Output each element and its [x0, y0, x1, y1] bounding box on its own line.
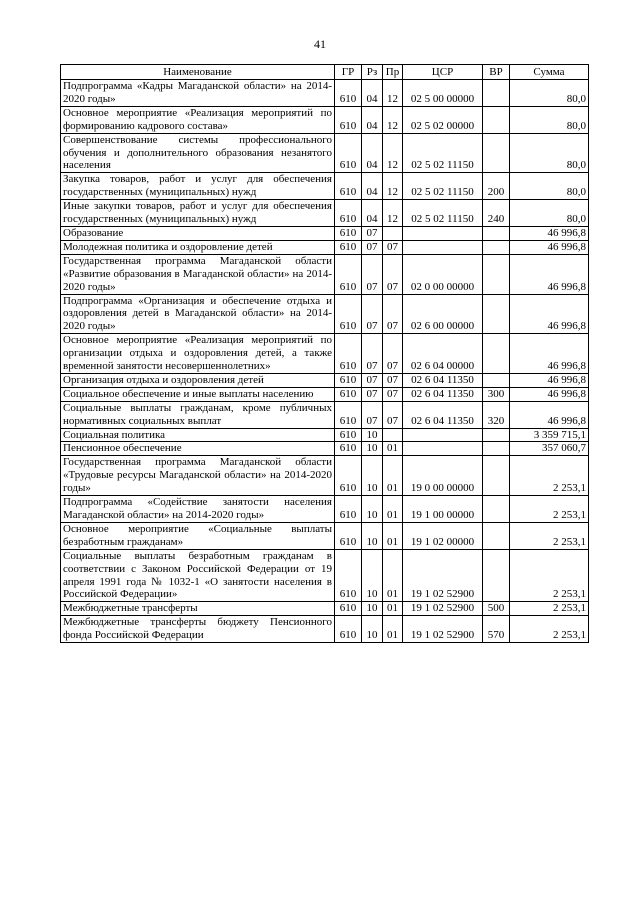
- row-sum-cell: 80,0: [510, 133, 589, 173]
- row-rz-cell: 04: [362, 133, 383, 173]
- row-name-cell: Социальная политика: [61, 428, 335, 442]
- table-row: [61, 602, 589, 616]
- row-gr-cell: 610: [335, 294, 362, 334]
- row-csr-cell: [403, 240, 483, 254]
- row-gr-cell: 610: [335, 456, 362, 496]
- row-gr-cell: 610: [335, 173, 362, 200]
- row-gr-cell: 610: [335, 106, 362, 133]
- header-name: Наименование: [61, 65, 335, 80]
- row-sum-cell: 46 996,8: [510, 226, 589, 240]
- row-pr-cell: 07: [383, 240, 403, 254]
- page-number: 41: [314, 37, 326, 51]
- header-pr: Пр: [383, 65, 403, 80]
- table-row: [61, 549, 589, 602]
- row-vr-cell: 300: [483, 387, 510, 401]
- header-rz: Рз: [362, 65, 383, 80]
- row-sum-cell: 46 996,8: [510, 254, 589, 294]
- table-row: [61, 496, 589, 523]
- row-rz-cell: 07: [362, 240, 383, 254]
- row-sum-cell: 46 996,8: [510, 373, 589, 387]
- row-pr-cell: 01: [383, 496, 403, 523]
- row-csr-cell: 02 6 04 11350: [403, 401, 483, 428]
- row-csr-cell: 19 0 00 00000: [403, 456, 483, 496]
- row-rz-cell: 07: [362, 226, 383, 240]
- row-vr-cell: [483, 456, 510, 496]
- table-row: [61, 106, 589, 133]
- row-name-cell: Образование: [61, 226, 335, 240]
- row-csr-cell: 02 6 04 00000: [403, 334, 483, 374]
- row-rz-cell: 04: [362, 106, 383, 133]
- row-rz-cell: 10: [362, 456, 383, 496]
- row-name-cell: Организация отдыха и оздоровления детей: [61, 373, 335, 387]
- row-csr-cell: [403, 226, 483, 240]
- row-name-cell: Основное мероприятие «Реализация мероприятий по организации отдыха и оздоровления детей, а также временной занятости несовершеннолетних»: [61, 334, 335, 374]
- row-vr-cell: 500: [483, 602, 510, 616]
- row-gr-cell: 610: [335, 200, 362, 227]
- row-csr-cell: [403, 428, 483, 442]
- budget-table: [60, 64, 589, 643]
- row-gr-cell: 610: [335, 602, 362, 616]
- table-body: [61, 80, 589, 643]
- row-sum-cell: 46 996,8: [510, 334, 589, 374]
- header-csr: ЦСР: [403, 65, 483, 80]
- row-csr-cell: 02 6 04 11350: [403, 387, 483, 401]
- row-name-cell: Социальные выплаты гражданам, кроме публичных нормативных социальных выплат: [61, 401, 335, 428]
- row-sum-cell: 2 253,1: [510, 616, 589, 643]
- row-pr-cell: [383, 428, 403, 442]
- row-pr-cell: [383, 226, 403, 240]
- row-name-cell: Подпрограмма «Кадры Магаданской области» на 2014-2020 годы»: [61, 80, 335, 107]
- table-row: [61, 373, 589, 387]
- row-rz-cell: 10: [362, 522, 383, 549]
- row-name-cell: Иные закупки товаров, работ и услуг для обеспечения государственных (муниципальных) нужд: [61, 200, 335, 227]
- row-csr-cell: 02 5 02 11150: [403, 200, 483, 227]
- row-vr-cell: [483, 334, 510, 374]
- row-name-cell: Социальные выплаты безработным гражданам в соответствии с Законом Российской Федерации от 19 апреля 1991 года № 1032-1 «О занятости населения в Российской Федерации»: [61, 549, 335, 602]
- row-rz-cell: 07: [362, 373, 383, 387]
- row-rz-cell: 04: [362, 80, 383, 107]
- row-gr-cell: 610: [335, 387, 362, 401]
- table-row: [61, 334, 589, 374]
- row-rz-cell: 07: [362, 401, 383, 428]
- row-sum-cell: 46 996,8: [510, 401, 589, 428]
- row-name-cell: Подпрограмма «Организация и обеспечение отдыха и оздоровления детей в Магаданской области» на 2014-2020 годы»: [61, 294, 335, 334]
- table-row: [61, 173, 589, 200]
- row-pr-cell: 07: [383, 387, 403, 401]
- row-name-cell: Закупка товаров, работ и услуг для обеспечения государственных (муниципальных) нужд: [61, 173, 335, 200]
- row-sum-cell: 2 253,1: [510, 496, 589, 523]
- row-sum-cell: 80,0: [510, 173, 589, 200]
- table-row: [61, 200, 589, 227]
- row-pr-cell: 12: [383, 200, 403, 227]
- row-csr-cell: 02 0 00 00000: [403, 254, 483, 294]
- row-gr-cell: 610: [335, 373, 362, 387]
- row-name-cell: Социальное обеспечение и иные выплаты населению: [61, 387, 335, 401]
- row-sum-cell: 2 253,1: [510, 522, 589, 549]
- row-pr-cell: 01: [383, 602, 403, 616]
- row-csr-cell: 19 1 02 52900: [403, 616, 483, 643]
- row-vr-cell: 570: [483, 616, 510, 643]
- row-rz-cell: 07: [362, 294, 383, 334]
- row-vr-cell: 240: [483, 200, 510, 227]
- row-gr-cell: 610: [335, 254, 362, 294]
- table-header-row: [61, 65, 589, 80]
- row-gr-cell: 610: [335, 401, 362, 428]
- row-sum-cell: 80,0: [510, 200, 589, 227]
- row-name-cell: Совершенствование системы профессионального обучения и дополнительного образования незанятого населения: [61, 133, 335, 173]
- table-row: [61, 401, 589, 428]
- row-sum-cell: 46 996,8: [510, 387, 589, 401]
- row-gr-cell: 610: [335, 80, 362, 107]
- row-pr-cell: 01: [383, 549, 403, 602]
- row-name-cell: Основное мероприятие «Реализация мероприятий по формированию кадрового состава»: [61, 106, 335, 133]
- row-sum-cell: 2 253,1: [510, 549, 589, 602]
- row-name-cell: Межбюджетные трансферты бюджету Пенсионного фонда Российской Федерации: [61, 616, 335, 643]
- table-row: [61, 387, 589, 401]
- table-row: [61, 226, 589, 240]
- row-pr-cell: 01: [383, 442, 403, 456]
- row-sum-cell: 2 253,1: [510, 456, 589, 496]
- row-vr-cell: [483, 522, 510, 549]
- row-gr-cell: 610: [335, 133, 362, 173]
- row-rz-cell: 07: [362, 387, 383, 401]
- header-vr: ВР: [483, 65, 510, 80]
- row-pr-cell: 07: [383, 294, 403, 334]
- table-row: [61, 522, 589, 549]
- row-gr-cell: 610: [335, 428, 362, 442]
- row-csr-cell: 02 6 04 11350: [403, 373, 483, 387]
- row-csr-cell: 19 1 02 52900: [403, 602, 483, 616]
- row-gr-cell: 610: [335, 496, 362, 523]
- row-vr-cell: [483, 226, 510, 240]
- row-vr-cell: 200: [483, 173, 510, 200]
- row-gr-cell: 610: [335, 226, 362, 240]
- row-vr-cell: [483, 240, 510, 254]
- row-vr-cell: [483, 133, 510, 173]
- row-vr-cell: [483, 442, 510, 456]
- row-vr-cell: [483, 294, 510, 334]
- row-gr-cell: 610: [335, 334, 362, 374]
- row-csr-cell: 19 1 02 52900: [403, 549, 483, 602]
- row-csr-cell: 02 6 00 00000: [403, 294, 483, 334]
- table-row: [61, 240, 589, 254]
- row-rz-cell: 04: [362, 200, 383, 227]
- row-gr-cell: 610: [335, 522, 362, 549]
- row-vr-cell: [483, 496, 510, 523]
- row-name-cell: Пенсионное обеспечение: [61, 442, 335, 456]
- row-csr-cell: [403, 442, 483, 456]
- row-pr-cell: 01: [383, 456, 403, 496]
- row-name-cell: Подпрограмма «Содействие занятости населения Магаданской области» на 2014-2020 годы»: [61, 496, 335, 523]
- row-rz-cell: 07: [362, 254, 383, 294]
- row-rz-cell: 04: [362, 173, 383, 200]
- row-pr-cell: 12: [383, 173, 403, 200]
- row-gr-cell: 610: [335, 442, 362, 456]
- table-row: [61, 133, 589, 173]
- row-vr-cell: [483, 80, 510, 107]
- row-name-cell: Межбюджетные трансферты: [61, 602, 335, 616]
- row-rz-cell: 10: [362, 428, 383, 442]
- row-sum-cell: 46 996,8: [510, 240, 589, 254]
- table-row: [61, 442, 589, 456]
- row-pr-cell: 12: [383, 80, 403, 107]
- row-rz-cell: 07: [362, 334, 383, 374]
- row-name-cell: Основное мероприятие «Социальные выплаты безработным гражданам»: [61, 522, 335, 549]
- table-row: [61, 254, 589, 294]
- row-csr-cell: 19 1 02 00000: [403, 522, 483, 549]
- row-pr-cell: 07: [383, 373, 403, 387]
- row-sum-cell: 357 060,7: [510, 442, 589, 456]
- header-sum: Сумма: [510, 65, 589, 80]
- row-pr-cell: 01: [383, 616, 403, 643]
- row-pr-cell: 12: [383, 133, 403, 173]
- row-csr-cell: 19 1 00 00000: [403, 496, 483, 523]
- table-row: [61, 80, 589, 107]
- row-pr-cell: 07: [383, 401, 403, 428]
- row-pr-cell: 07: [383, 334, 403, 374]
- row-rz-cell: 10: [362, 549, 383, 602]
- row-gr-cell: 610: [335, 240, 362, 254]
- row-pr-cell: 07: [383, 254, 403, 294]
- row-rz-cell: 10: [362, 602, 383, 616]
- row-csr-cell: 02 5 02 11150: [403, 133, 483, 173]
- row-pr-cell: 01: [383, 522, 403, 549]
- row-vr-cell: [483, 106, 510, 133]
- row-sum-cell: 3 359 715,1: [510, 428, 589, 442]
- row-gr-cell: 610: [335, 549, 362, 602]
- row-csr-cell: 02 5 02 00000: [403, 106, 483, 133]
- row-vr-cell: [483, 254, 510, 294]
- row-name-cell: Государственная программа Магаданской области «Трудовые ресурсы Магаданской области» на 2014-2020 годы»: [61, 456, 335, 496]
- row-vr-cell: [483, 428, 510, 442]
- table-row: [61, 456, 589, 496]
- row-rz-cell: 10: [362, 616, 383, 643]
- row-rz-cell: 10: [362, 442, 383, 456]
- row-sum-cell: 80,0: [510, 106, 589, 133]
- row-rz-cell: 10: [362, 496, 383, 523]
- row-sum-cell: 46 996,8: [510, 294, 589, 334]
- row-sum-cell: 2 253,1: [510, 602, 589, 616]
- table-row: [61, 616, 589, 643]
- row-vr-cell: [483, 549, 510, 602]
- table-row: [61, 294, 589, 334]
- row-name-cell: Молодежная политика и оздоровление детей: [61, 240, 335, 254]
- row-vr-cell: [483, 373, 510, 387]
- table-row: [61, 428, 589, 442]
- header-gr: ГР: [335, 65, 362, 80]
- row-sum-cell: 80,0: [510, 80, 589, 107]
- row-vr-cell: 320: [483, 401, 510, 428]
- row-name-cell: Государственная программа Магаданской области «Развитие образования в Магаданской области» на 2014-2020 годы»: [61, 254, 335, 294]
- row-pr-cell: 12: [383, 106, 403, 133]
- row-csr-cell: 02 5 00 00000: [403, 80, 483, 107]
- row-gr-cell: 610: [335, 616, 362, 643]
- row-csr-cell: 02 5 02 11150: [403, 173, 483, 200]
